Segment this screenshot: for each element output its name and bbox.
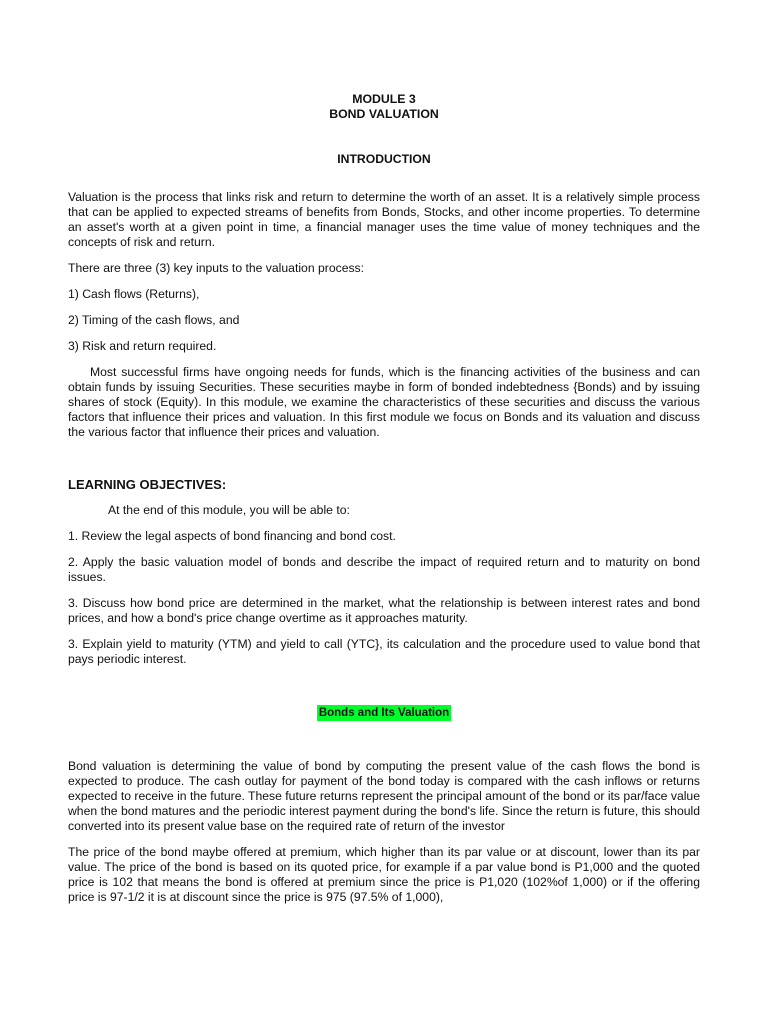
objectives-intro: At the end of this module, you will be able to:: [108, 503, 350, 517]
bonds-paragraph-1: Bond valuation is determining the value of bond by computing the present value of the cash flows the bond is expected to produce. The cash outlay for payment of the bond today is compared with the cash inflows or returns expected to receive in the future. These future returns represent the principal amount of the bond or its par/face value when the bond matures and the periodic interest payment during the bond's life. Since the return is future, this should converted into its present value base on the required rate of return of the investor: [68, 759, 700, 833]
bonds-paragraph-2: The price of the bond maybe offered at premium, which higher than its par value or at discount, lower than its par value. The price of the bond is based on its quoted price, for example if a par value bond is P1,000 and the quoted price is 102 that means the bond is offered at premium since the price is P1,020 (102%of 1,000) or if the offering price is 97-1/2 it is at discount since the price is 975 (97.5% of 1,000),: [68, 845, 700, 904]
bonds-heading-wrapper: [68, 705, 700, 721]
objective-item-2: 2. Apply the basic valuation model of bonds and describe the impact of required return and to maturity on bond issues.: [68, 555, 700, 584]
objective-item-1: 1. Review the legal aspects of bond financing and bond cost.: [68, 529, 396, 543]
module-title: BOND VALUATION: [329, 107, 439, 121]
intro-paragraph-3: Most successful firms have ongoing needs for funds, which is the financing activities of the business and can obtain funds by issuing Securities. These securities maybe in form of bonded indebtedness {Bonds) and by issuing shares of stock (Equity). In this module, we examine the characteristics of these securities and discuss the various factors that influence their prices and valuation. In this first module we focus on Bonds and its valuation and discuss the various factor that influence their prices and valuation.: [68, 365, 700, 439]
module-number: MODULE 3: [352, 92, 416, 106]
objective-item-4: 3. Explain yield to maturity (YTM) and yield to call (YTC}, its calculation and the procedure used to value bond that pays periodic interest.: [68, 637, 700, 666]
key-input-1: 1) Cash flows (Returns),: [68, 287, 200, 301]
introduction-heading: INTRODUCTION: [337, 152, 431, 166]
document-page: [68, 92, 700, 905]
objective-item-3: 3. Discuss how bond price are determined in the market, what the relationship is between interest rates and bond prices, and how a bond's price change overtime as it approaches maturity.: [68, 596, 700, 625]
intro-paragraph-1: Valuation is the process that links risk and return to determine the worth of an asset. It is a relatively simple process that can be applied to expected streams of benefits from Bonds, Stocks, and other income properties. To determine an asset's worth at a given point in time, a financial manager uses the time value of money techniques and the concepts of risk and return.: [68, 190, 700, 249]
learning-objectives-heading: LEARNING OBJECTIVES:: [68, 477, 227, 492]
bonds-valuation-heading: Bonds and Its Valuation: [318, 707, 450, 719]
key-input-3: 3) Risk and return required.: [68, 339, 217, 353]
key-input-2: 2) Timing of the cash flows, and: [68, 313, 240, 327]
intro-paragraph-2: There are three (3) key inputs to the valuation process:: [68, 261, 365, 275]
